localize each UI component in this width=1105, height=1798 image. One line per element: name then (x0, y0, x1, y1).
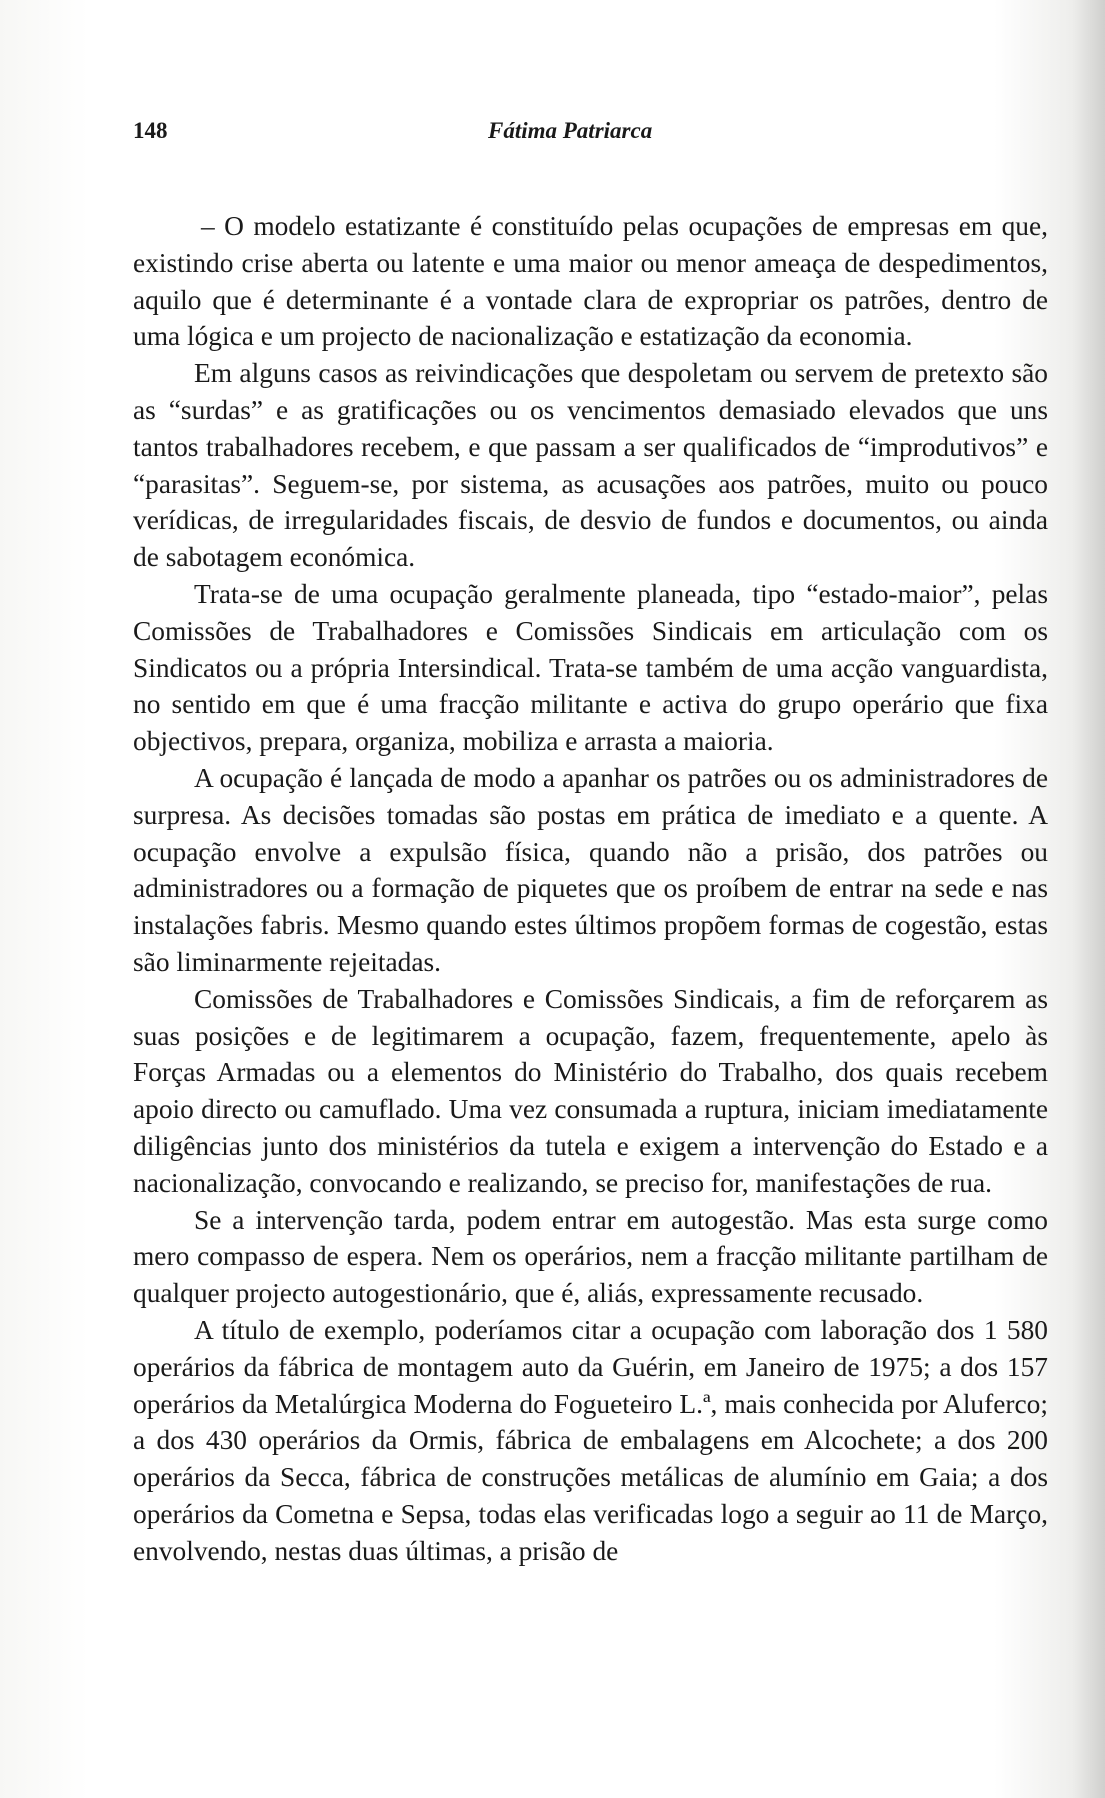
paragraph: Em alguns casos as reivindicações que despoletam ou servem de pretexto são as “surdas” e as gratificações ou os vencimentos demasiado elevados que uns tantos trabalhadores recebem, e que passam a ser qualificados de “improdutivos” e “parasitas”. Seguem-se, por sistema, as acusações aos patrões, muito ou pouco verídicas, de irregularidades fiscais, de desvio de fundos e documentos, ou ainda de sabotagem económica. (133, 358, 1048, 573)
running-title: Fátima Patriarca (488, 118, 653, 143)
paragraph: A título de exemplo, poderíamos citar a ocupação com laboração dos 1 580 operários da fábrica de montagem auto da Guérin, em Janeiro de 1975; a dos 157 operários da Metalúrgica Moderna do Fogueteiro L.ª, mais conhecida por Aluferco; a dos 430 operários da Ormis, fábrica de embalagens em Alcochete; a dos 200 operários da Secca, fábrica de construções metálicas de alumínio em Gaia; a dos operários da Cometna e Sepsa, todas elas verificadas logo a seguir ao 11 de Março, envolvendo, nestas duas últimas, a prisão de (133, 1314, 1048, 1566)
paragraph: Se a intervenção tarda, podem entrar em autogestão. Mas esta surge como mero compasso de espera. Nem os operários, nem a fracção militante partilham de qualquer projecto autogestionário, que é, aliás, expressamente recusado. (133, 1204, 1048, 1309)
paragraph: – O modelo estatizante é constituído pelas ocupações de empresas em que, existindo crise aberta ou latente e uma maior ou menor ameaça de despedimentos, aquilo que é determinante é a vontade clara de expropriar os patrões, dentro de uma lógica e um projecto de nacionalização e estatização da economia. (133, 211, 1048, 352)
body-text (133, 208, 1048, 1569)
paragraph: A ocupação é lançada de modo a apanhar os patrões ou os administradores de surpresa. As decisões tomadas são postas em prática de imediato e a quente. A ocupação envolve a expulsão física, quando não a prisão, dos patrões ou administradores ou a formação de piquetes que os proíbem de entrar na sede e nas instalações fabris. Mesmo quando estes últimos propõem formas de cogestão, estas são liminarmente rejeitadas. (133, 762, 1048, 977)
paragraph: Comissões de Trabalhadores e Comissões Sindicais, a fim de reforçarem as suas posições e de legitimarem a ocupação, fazem, frequentemente, apelo às Forças Armadas ou a elementos do Ministério do Trabalho, dos quais recebem apoio directo ou camuflado. Uma vez consumada a ruptura, iniciam imediatamente diligências junto dos ministérios da tutela e exigem a intervenção do Estado e a nacionalização, convocando e realizando, se preciso for, manifestações de rua. (133, 983, 1048, 1198)
running-head (133, 118, 1053, 154)
page-number: 148 (133, 118, 168, 143)
paragraph: Trata-se de uma ocupação geralmente planeada, tipo “estado-maior”, pelas Comissões de Trabalhadores e Comissões Sindicais em articulação com os Sindicatos ou a própria Intersindical. Trata-se também de uma acção vanguardista, no sentido em que é uma fracção militante e activa do grupo operário que fixa objectivos, prepara, organiza, mobiliza e arrasta a maioria. (133, 578, 1048, 757)
